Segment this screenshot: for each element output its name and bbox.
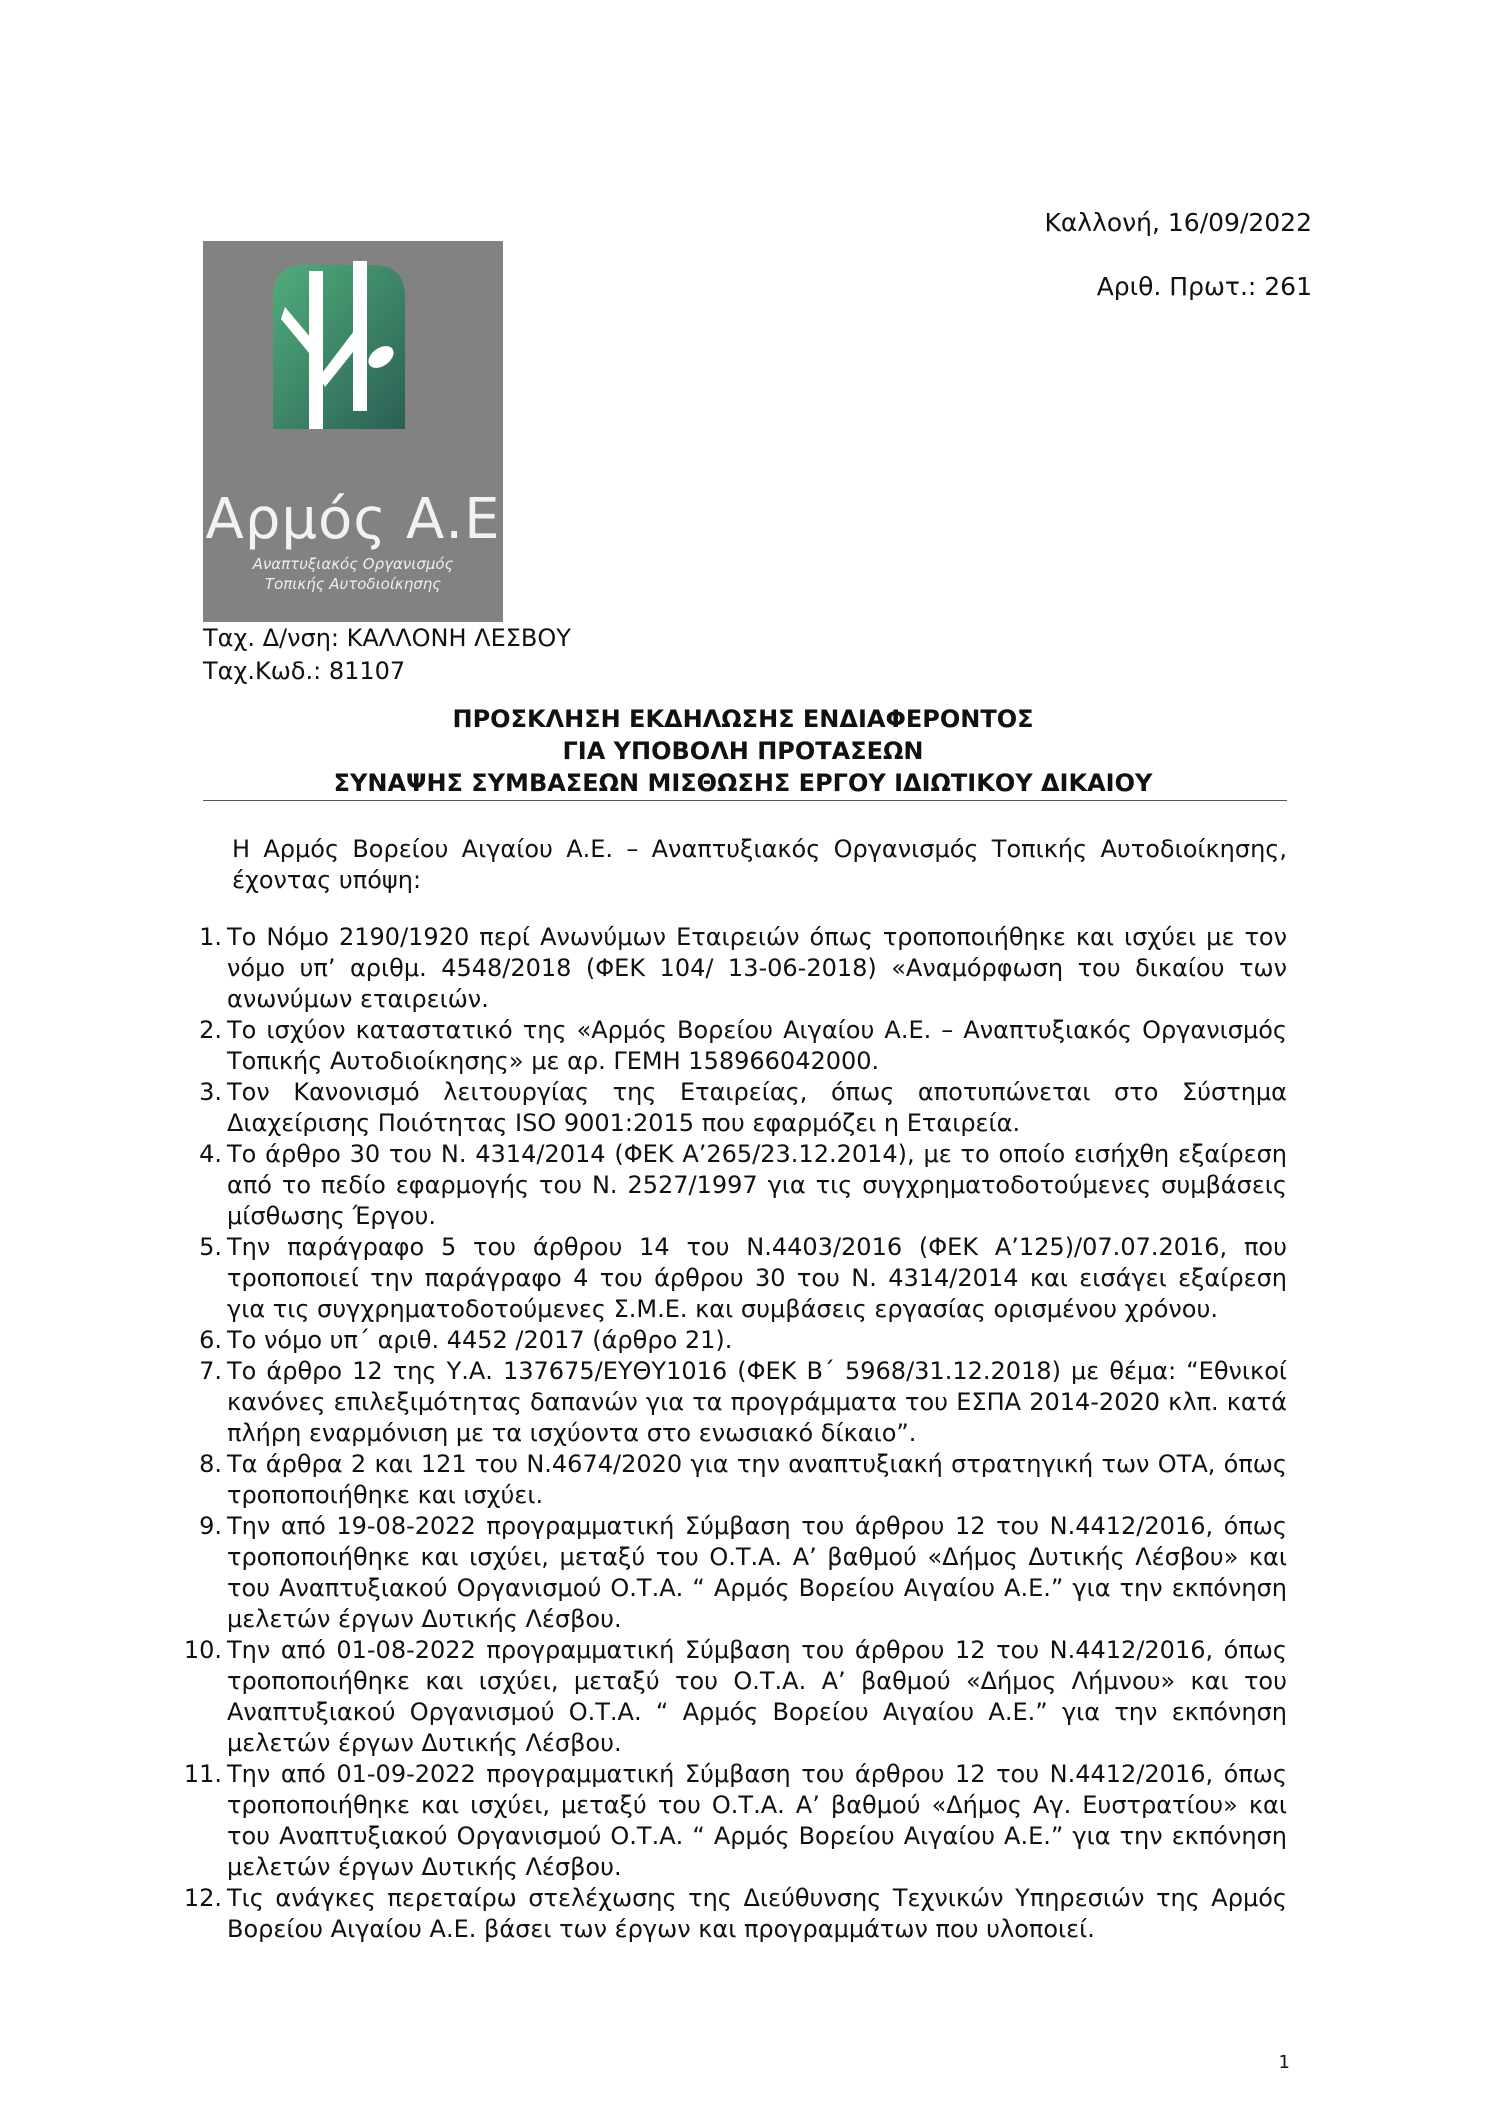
list-item-text: Την από 01-08-2022 προγραμματική Σύμβαση του άρθρου 12 του Ν.4412/2016, όπως τροποποιήθηκε και ισχύει, μεταξύ του Ο.Τ.Α. Α’ βαθμού «Δήμος Λήμνου» και του Αναπτυξιακού Οργανισμού Ο.Τ.Α. “ Αρμός Βορείου Αιγαίου Α.Ε.” για την εκπόνηση μελετών έργων Δυτικής Λέσβου.	[227, 1636, 1287, 1757]
list-item	[170, 1449, 1287, 1511]
logo-text: Αρμός Α.Ε	[205, 487, 501, 552]
list-item-number: 7.	[199, 1357, 222, 1385]
list-item-number: 1.	[199, 923, 222, 951]
list-item-number: 10.	[183, 1636, 222, 1664]
list-item-text: Το άρθρο 12 της Υ.Α. 137675/ΕΥΘΥ1016 (ΦΕΚ Β΄ 5968/31.12.2018) με θέμα: “Εθνικοί κανόνες επιλεξιμότητας δαπανών για τα προγράμματα του ΕΣΠΑ 2014-2020 κλπ. κατά πλήρη εναρμόνιση με τα ισχύοντα στο ενωσιακό δίκαιο”.	[227, 1357, 1287, 1447]
list-item	[170, 1511, 1287, 1635]
considerations-list	[170, 922, 1287, 1945]
list-item-number: 12.	[183, 1884, 222, 1912]
list-item-text: Την από 19-08-2022 προγραμματική Σύμβαση του άρθρου 12 του Ν.4412/2016, όπως τροποποιήθηκε και ισχύει, μεταξύ του Ο.Τ.Α. Α’ βαθμού «Δήμος Δυτικής Λέσβου» και του Αναπτυξιακού Οργανισμού Ο.Τ.Α. “ Αρμός Βορείου Αιγαίου Α.Ε.” για την εκπόνηση μελετών έργων Δυτικής Λέσβου.	[227, 1512, 1287, 1633]
list-item-text: Το νόμο υπ΄ αριθ. 4452 /2017 (άρθρο 21).	[227, 1326, 733, 1354]
list-item-text: Το Νόμο 2190/1920 περί Ανωνύμων Εταιρειών όπως τροποποιήθηκε και ισχύει με τον νόμο υπ’ αριθμ. 4548/2018 (ΦΕΚ 104/ 13-06-2018) «Αναμόρφωση του δικαίου των ανωνύμων εταιρειών.	[227, 923, 1287, 1013]
page-number: 1	[1278, 2052, 1290, 2073]
logo-subtitle-line2: Τοπικής Αυτοδιοίκησης	[264, 575, 442, 593]
list-item-text: Τα άρθρα 2 και 121 του Ν.4674/2020 για την αναπτυξιακή στρατηγική των ΟΤΑ, όπως τροποποιήθηκε και ισχύει.	[227, 1450, 1287, 1509]
postal-code: Ταχ.Κωδ.: 81107	[203, 657, 406, 685]
plant-logo-icon	[269, 257, 409, 437]
document-title-line3: ΣΥΝΑΨΗΣ ΣΥΜΒΑΣΕΩΝ ΜΙΣΘΩΣΗΣ ΕΡΓΟΥ ΙΔΙΩΤΙΚΟΥ ΔΙΚΑΙΟΥ	[333, 769, 1153, 797]
list-item-text: Την από 01-09-2022 προγραμματική Σύμβαση του άρθρου 12 του Ν.4412/2016, όπως τροποποιήθηκε και ισχύει, μεταξύ του Ο.Τ.Α. Α’ βαθμού «Δήμος Αγ. Ευστρατίου» και του Αναπτυξιακού Οργανισμού Ο.Τ.Α. “ Αρμός Βορείου Αιγαίου Α.Ε.” για την εκπόνηση μελετών έργων Δυτικής Λέσβου.	[227, 1760, 1287, 1881]
list-item	[170, 1015, 1287, 1077]
logo-subtitle-line1: Αναπτυξιακός Οργανισμός	[252, 555, 454, 573]
list-item-text: Τις ανάγκες περεταίρω στελέχωσης της Διεύθυνσης Τεχνικών Υπηρεσιών της Αρμός Βορείου Αιγαίου Α.Ε. βάσει των έργων και προγραμμάτων που υλοποιεί.	[227, 1884, 1287, 1943]
protocol-number: Αριθ. Πρωτ.: 261	[1096, 272, 1312, 301]
list-item	[170, 1325, 1287, 1356]
list-item	[170, 1139, 1287, 1232]
list-item-number: 6.	[199, 1326, 222, 1354]
list-item	[170, 1356, 1287, 1449]
document-title-line1: ΠΡΟΣΚΛΗΣΗ ΕΚΔΗΛΩΣΗΣ ΕΝΔΙΑΦΕΡΟΝΤΟΣ	[452, 705, 1034, 733]
list-item-text: Την παράγραφο 5 του άρθρου 14 του Ν.4403/2016 (ΦΕΚ Α’125)/07.07.2016, που τροποποιεί την παράγραφο 4 του άρθρου 30 του Ν. 4314/2014 και εισάγει εξαίρεση για τις συγχρηματοδοτούμενες Σ.Μ.Ε. και συμβάσεις εργασίας ορισμένου χρόνου.	[227, 1233, 1287, 1323]
document-date: Καλλονή, 16/09/2022	[1044, 208, 1312, 237]
company-logo	[203, 241, 503, 622]
list-item-number: 8.	[199, 1450, 222, 1478]
list-item	[170, 1883, 1287, 1945]
list-item-text: Το ισχύον καταστατικό της «Αρμός Βορείου Αιγαίου Α.Ε. – Αναπτυξιακός Οργανισμός Τοπικής Αυτοδιοίκησης» με αρ. ΓΕΜΗ 158966042000.	[227, 1016, 1287, 1075]
list-item-text: Το άρθρο 30 του Ν. 4314/2014 (ΦΕΚ Α’265/23.12.2014), με το οποίο εισήχθη εξαίρεση από το πεδίο εφαρμογής του Ν. 2527/1997 για τις συγχρηματοδοτούμενες συμβάσεις μίσθωσης Έργου.	[227, 1140, 1287, 1230]
list-item-number: 11.	[183, 1760, 222, 1788]
list-item	[170, 1635, 1287, 1759]
list-item	[170, 922, 1287, 1015]
list-item	[170, 1759, 1287, 1883]
document-title-line2: ΓΙΑ ΥΠΟΒΟΛΗ ΠΡΟΤΑΣΕΩΝ	[562, 737, 924, 765]
list-item-number: 5.	[199, 1233, 222, 1261]
list-item	[170, 1077, 1287, 1139]
postal-address: Ταχ. Δ/νση: ΚΑΛΛΟΝΗ ΛΕΣΒΟΥ	[203, 624, 571, 652]
list-item-text: Τον Κανονισμό λειτουργίας της Εταιρείας, όπως αποτυπώνεται στο Σύστημα Διαχείρισης Ποιότητας ISO 9001:2015 που εφαρμόζει η Εταιρεία.	[227, 1078, 1287, 1137]
intro-paragraph: Η Αρμός Βορείου Αιγαίου Α.Ε. – Αναπτυξιακός Οργανισμός Τοπικής Αυτοδιοίκησης, έχοντας υπόψη:	[232, 835, 1287, 894]
list-item-number: 9.	[199, 1512, 222, 1540]
list-item-number: 3.	[199, 1078, 222, 1106]
list-item	[170, 1232, 1287, 1325]
list-item-number: 2.	[199, 1016, 222, 1044]
list-item-number: 4.	[199, 1140, 222, 1168]
title-divider	[203, 800, 1287, 801]
